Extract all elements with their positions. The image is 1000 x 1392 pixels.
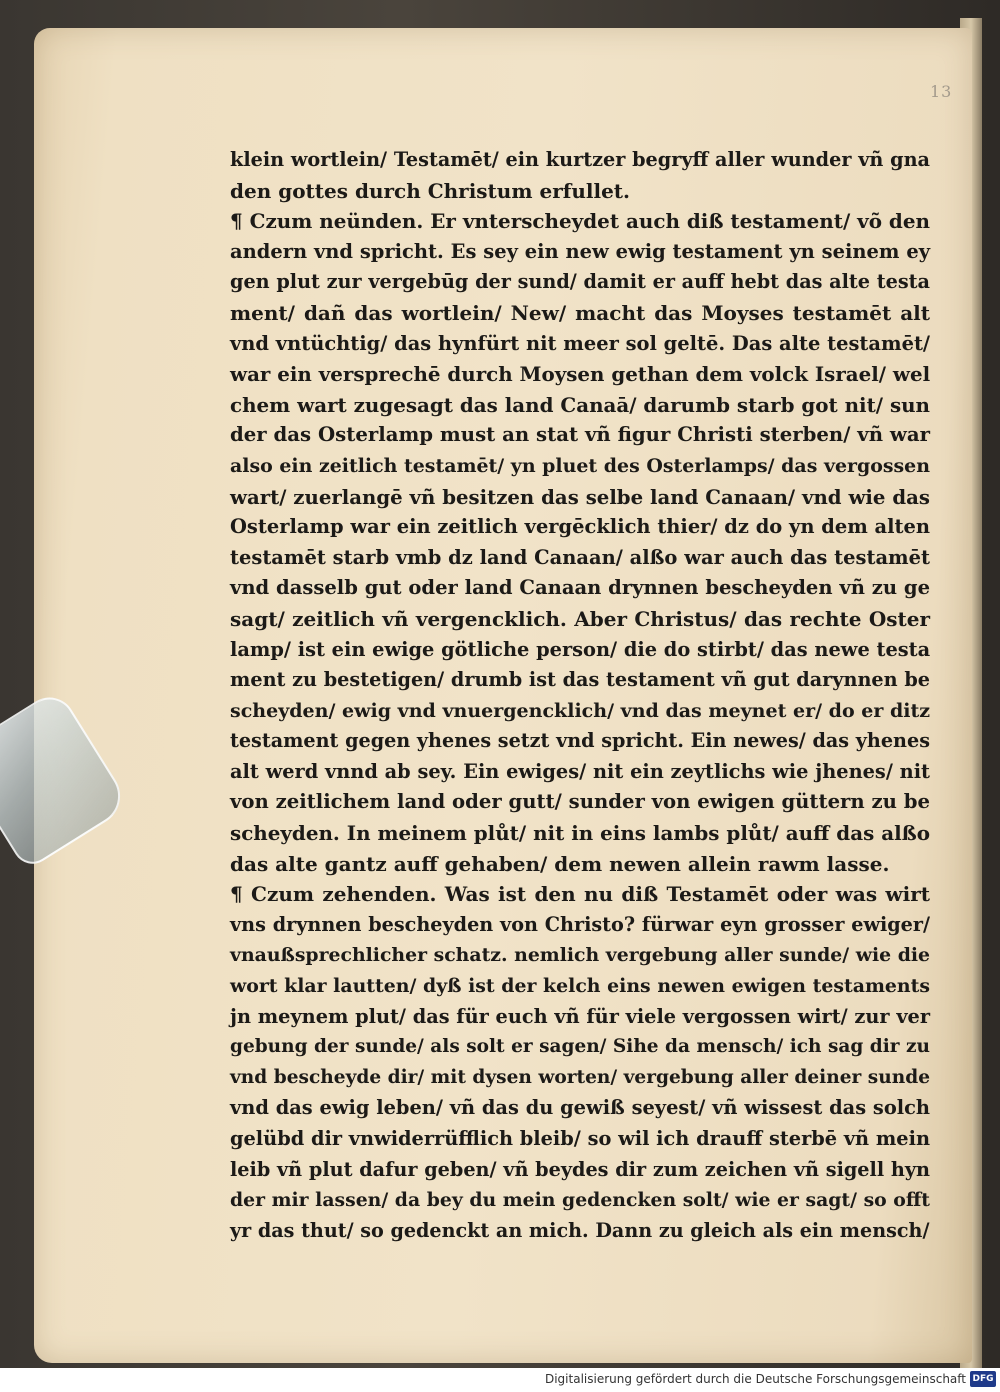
text-line: testament gegen yhenes setzt vnd spricht. Ein newes/ das yhenes [230, 729, 930, 753]
text-line: der das Osterlamp must an stat vñ figur Christi sterben/ vñ war [230, 423, 930, 447]
text-line: ment/ dañ das wortlein/ New/ macht das Moyses testamēt alt [230, 300, 930, 325]
blackletter-text-block [230, 145, 930, 1246]
text-line: jn meynem plut/ das für euch vñ für viele vergossen wirt/ zur ver [230, 1004, 930, 1028]
text-line: wart/ zuerlangē vñ besitzen das selbe land Canaan/ vnd wie das [230, 484, 930, 509]
text-line: gebung der sunde/ als solt er sagen/ Sihe da mensch/ ich sag dir zu [230, 1036, 930, 1058]
text-line: vnaußsprechlicher schatz. nemlich vergebung aller sunde/ wie die [230, 944, 930, 967]
text-line: vnd das ewig leben/ vñ das du gewiß seyest/ vñ wissest das solch [230, 1096, 930, 1120]
text-line: scheyden. In meinem plůt/ nit in eins lambs plůt/ auff das alßo [230, 821, 930, 846]
text-line: also ein zeitlich testamēt/ yn pluet des Osterlamps/ das vergossen [230, 454, 930, 477]
text-line: scheyden/ ewig vnd vnuergencklich/ vnd das meynet er/ do er ditz [230, 699, 931, 722]
dfg-logo: DFG [970, 1371, 996, 1387]
text-line: vns drynnen bescheyden von Christo? fürwar eyn grosser ewiger/ [230, 912, 930, 936]
text-line: ¶ Czum neünden. Er vnterscheydet auch diß testament/ võ den [230, 209, 930, 234]
text-line: leib vñ plut dafur geben/ vñ beydes dir zum zeichen vñ sigell hyn [230, 1157, 930, 1181]
page-number: 13 [930, 82, 953, 101]
text-line: war ein versprechē durch Moysen gethan dem volck Israel/ wel [230, 362, 931, 387]
text-line: yr das thut/ so gedenckt an mich. Dann zu gleich als ein mensch/ [230, 1218, 930, 1242]
text-line: gen plut zur vergebūg der sund/ damit er auff hebt das alte testa [230, 270, 930, 294]
text-line: klein wortlein/ Testamēt/ ein kurtzer begryff aller wunder vñ gna [230, 148, 930, 171]
text-line: den gottes durch Christum erfullet. [230, 178, 630, 203]
text-line: sagt/ zeitlich vñ vergencklich. Aber Christus/ das rechte Oster [230, 606, 930, 631]
text-line: von zeitlichem land oder gutt/ sunder von ewigen güttern zu be [230, 790, 930, 814]
text-line: das alte gantz auff gehaben/ dem newen allein rawm lasse. [230, 851, 890, 876]
text-line: Osterlamp war ein zeitlich vergēcklich thier/ dz do yn dem alten [230, 515, 930, 539]
funding-credit: Digitalisierung gefördert durch die Deutsche Forschungsgemeinschaft [544, 1372, 966, 1386]
text-line: wort klar lautten/ dyß ist der kelch eins newen ewigen testaments [230, 975, 930, 998]
text-line: vnd vntüchtig/ das hynfürt nit meer sol geltē. Das alte testamēt/ [230, 331, 931, 355]
text-line: vnd bescheyde dir/ mit dysen worten/ vergebung aller deiner sunde [230, 1066, 931, 1088]
text-line: ment zu bestetigen/ drumb ist das testament vñ gut darynnen be [230, 668, 930, 692]
text-line: ¶ Czum zehenden. Was ist den nu diß Testamēt oder was wirt [230, 882, 930, 907]
text-line: gelübd dir vnwiderrüfflich bleib/ so wil ich drauff sterbē vñ mein [230, 1127, 930, 1150]
text-line: der mir lassen/ da bey du mein gedencken solt/ wie er sagt/ so offt [230, 1189, 930, 1212]
text-line: lamp/ ist ein ewige götliche person/ die do stirbt/ das newe testa [230, 637, 931, 661]
text-line: vnd dasselb gut oder land Canaan drynnen bescheyden vñ zu ge [230, 576, 930, 600]
text-line: chem wart zugesagt das land Canaā/ darumb starb got nit/ sun [230, 392, 930, 417]
text-line: alt werd vnnd ab sey. Ein ewiges/ nit ein zeytlichs wie jhenes/ nit [230, 759, 930, 783]
text-line: andern vnd spricht. Es sey ein new ewig testament yn seinem ey [230, 239, 930, 263]
text-line: testamēt starb vmb dz land Canaan/ alßo war auch das testamēt [230, 545, 930, 569]
